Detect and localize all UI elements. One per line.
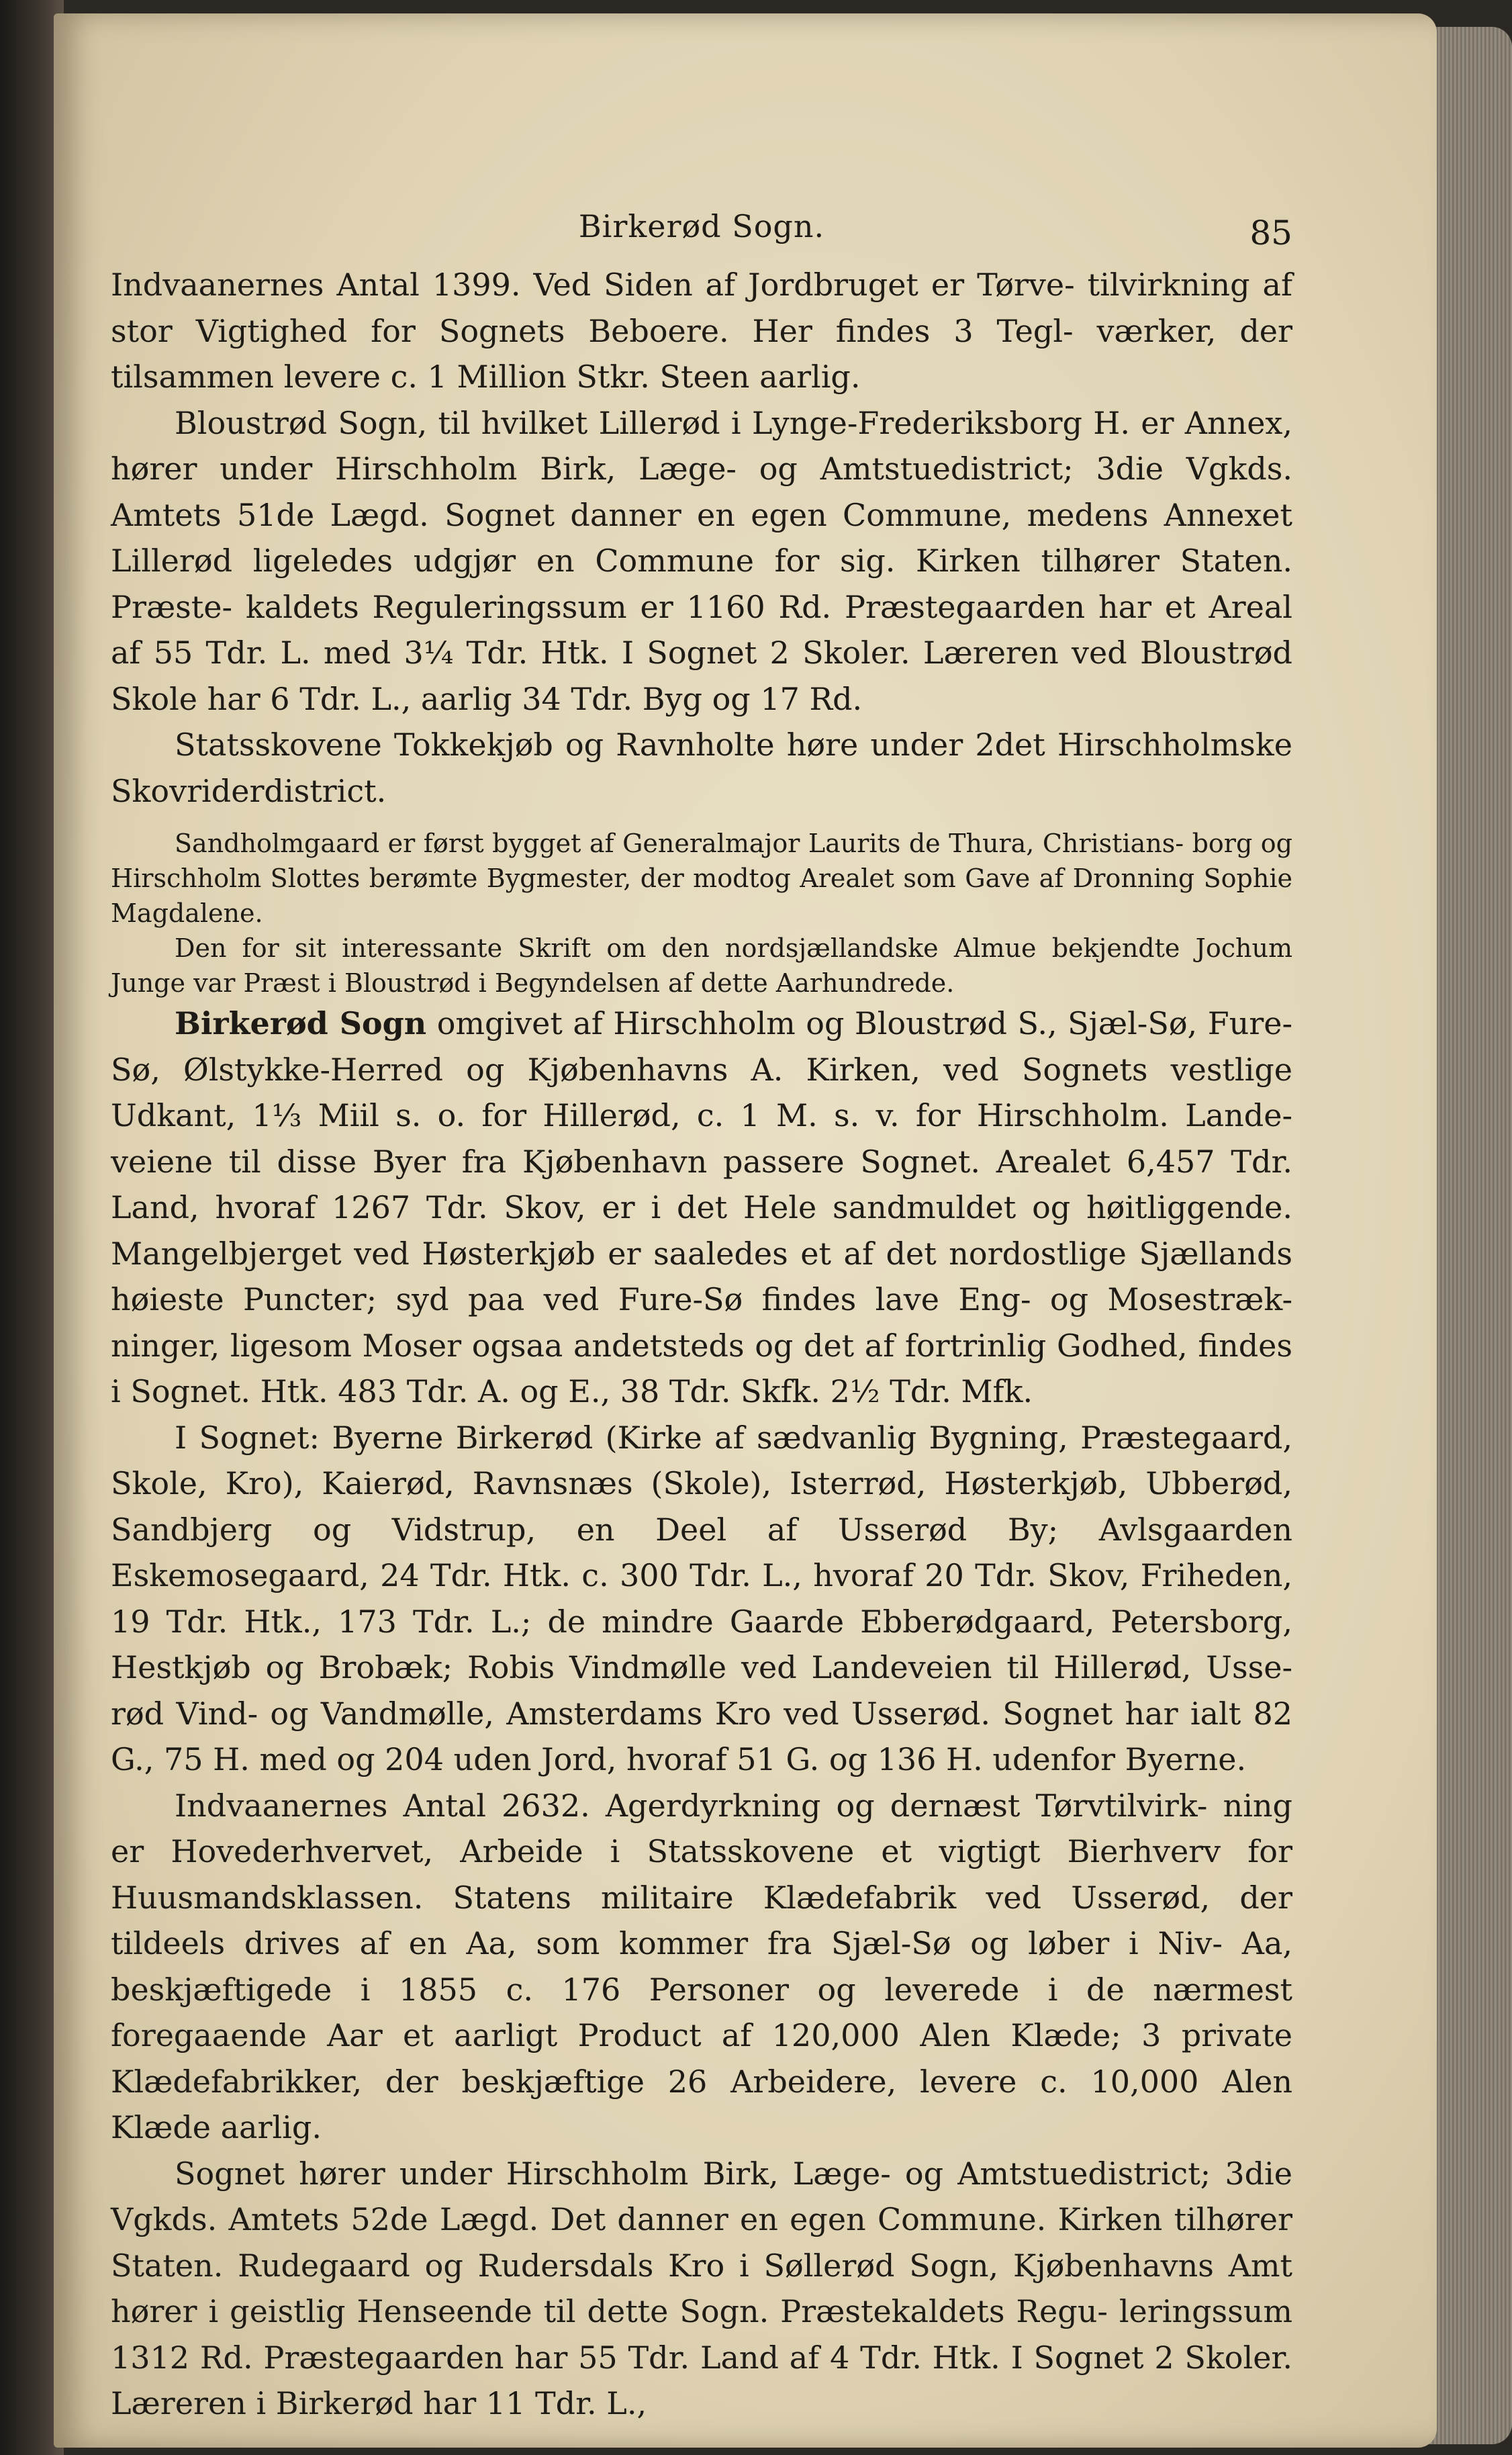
page-number: 85 [1249,214,1292,252]
text-line: kaldets Reguleringssum er 1160 Rd. Præstegaarden har et Areal af [111,588,1292,671]
running-head [111,201,1292,262]
text-line: veiene til disse Byer fra Kjøbenhavn passere Sognet. Arealet 6,457 Tdr. [111,1143,1292,1180]
text-line: Statsskovene Tokkekjøb og Ravnholte høre under 2det Hirschholmske [175,727,1292,763]
text-line: Præstegaard, Skole, Kro), Kaierød, Ravnsnæs (Skole), Isterrød, [111,1419,1292,1501]
page-content [111,201,1292,2427]
text-line: Vgkds. Amtets 52de Lægd. Det danner en egen Commune. Kirken tilhører [111,2201,1292,2237]
text-line: Klæde aarlig. [111,2109,322,2145]
text-line: hører under Hirschholm Birk, Læge- og Amtstuedistrict; 3die Vgkds. Amtets [111,451,1292,533]
section-heading-lead: Birkerød Sogn [175,1005,427,1041]
text-line: Sandholmgaard er først bygget af Generalmajor Laurits de Thura, Christians- [175,829,1184,858]
text-line: Skovriderdistrict. [111,772,387,809]
text-line: ning er Hovederhvervet, Arbeide i Statsskovene et vigtigt Bierhverv [111,1787,1292,1869]
text-line: Aa, beskjæftigede i 1855 c. 176 Personer og leverede i de nærmest [111,1925,1293,2008]
text-line: Usserød By; Avlsgaarden Eskemosegaard, 24 Tdr. Htk. c. 300 [111,1511,1293,1593]
text-line: Staten. Rudegaard og Rudersdals Kro i Søllerød Sogn, Kjøbenhavns [111,2247,1214,2284]
text-line: Udkant, 1⅓ Miil s. o. for Hillerød, c. 1 M. s. v. for Hirschholm. Lande- [111,1097,1292,1133]
text-line: 136 H. udenfor Byerne. [877,1741,1247,1777]
text-line: Bloustrød Sogn, til hvilket Lillerød i Lynge-Frederiksborg H. er Annex, [175,404,1292,441]
text-line: værker, der tilsammen levere c. 1 Million Stkr. Steen aarlig. [111,312,1293,395]
text-line: Klædefabrikker, der beskjæftige 26 Arbeidere, levere c. 10,000 Alen [111,2063,1292,2100]
footnote-paragraph [111,931,1292,1001]
body-paragraph [111,400,1292,723]
text-line: L.; de mindre Gaarde Ebberødgaard, Petersborg, Hestkjøb [111,1603,1292,1685]
body-text [111,262,1292,2427]
text-line: Fure-Sø, Ølstykke-Herred og Kjøbenhavns A. Kirken, ved Sognets vestlige [111,1005,1292,1088]
text-line: 51de Lægd. Sognet danner en egen Commune, medens Annexet Lillerød [111,496,1293,579]
text-line: Amt hører i geistlig Henseende til dette Sogn. Præstekaldets Regu- [111,2247,1293,2329]
text-line: 55 Tdr. L. med 3¼ Tdr. Htk. I Sognet 2 Skoler. Læreren ved [153,635,1127,671]
body-paragraph [111,2151,1292,2427]
text-line: Tdr. L., hvoraf 20 Tdr. Skov, Friheden, 19 Tdr. Htk., 173 Tdr. [111,1557,1293,1640]
footnote-paragraph [111,826,1292,931]
body-paragraph [111,1415,1292,1783]
text-line: af Dronning Sophie Magdalene. [111,864,1292,928]
text-line: Sognet hører under Hirschholm Birk, Læge- og Amtstuedistrict; 3die [175,2155,1292,2192]
text-line: Høsterkjøb, Ubberød, Sandbjerg og Vidstrup, en Deel af [111,1465,1292,1548]
text-line: borg og Hirschholm Slottes berømte Bygmester, der modtog Arealet som Gave [111,829,1292,893]
text-line: tilvirkning af stor Vigtighed for Sognets Beboere. Her findes 3 Tegl- [111,267,1292,349]
text-line: foregaaende Aar et aarligt Product af 120,000 Alen Klæde; 3 private [111,2017,1292,2053]
text-line: Mangelbjerget ved Høsterkjøb er saaledes et af det nordostlige Sjællands [111,1235,1292,1272]
body-paragraph [111,1001,1292,1415]
text-line: I Sognet: Byerne Birkerød (Kirke af sædvanlig Bygning, [175,1419,1068,1456]
text-line: og Brobæk; Robis Vindmølle ved Landeveien til Hillerød, Usse- [265,1649,1293,1685]
page-stack-edge [1425,27,1512,2444]
text-line: Junge var Præst i Bloustrød i Begyndelsen af dette Aarhundrede. [111,968,955,998]
text-line: findes i Sognet. Htk. 483 Tdr. A. og E., 38 Tdr. Skfk. 2½ Tdr. Mfk. [111,1327,1292,1409]
body-paragraph [111,262,1292,400]
text-line: Htk. I Sognet 2 Skoler. Læreren i Birkerød har 11 Tdr. L., [111,2339,1292,2421]
text-line: høieste Puncter; syd paa ved Fure-Sø findes lave Eng- og Mosestræk- [111,1281,1292,1317]
text-line: ligeledes udgjør en Commune for sig. Kirken tilhører Staten. Præste- [111,543,1292,625]
running-title: Birkerød Sogn. [578,208,825,244]
text-line: for Huusmandsklassen. Statens militaire Klædefabrik ved Usserød, [111,1833,1292,1916]
text-line: ninger, ligesom Moser ogsaa andetsteds og det af fortrinlig Godhed, [111,1327,1188,1364]
text-line: Den for sit interessante Skrift om den nordsjællandske Almue bekjendte Jochum [175,933,1292,963]
text-line: Indvaanernes Antal 2632. Agerdyrkning og dernæst Tørvtilvirk- [175,1787,1208,1824]
body-paragraph [111,1783,1292,2151]
text-line: omgivet af Hirschholm og Bloustrød S., Sjæl-Sø, [426,1005,1198,1041]
body-paragraph [111,722,1292,814]
text-line: leringssum 1312 Rd. Præstegaarden har 55 Tdr. Land af 4 Tdr. [111,2293,1292,2376]
text-line: Bloustrød Skole har 6 Tdr. L., aarlig 34 Tdr. Byg og 17 Rd. [111,635,1292,717]
text-line: har ialt 82 G., 75 H. med og 204 uden Jord, hvoraf 51 G. og [111,1695,1293,1777]
text-line: Indvaanernes Antal 1399. Ved Siden af Jordbruget er Tørve- [111,267,1075,303]
text-line: rød Vind- og Vandmølle, Amsterdams Kro ved Usserød. Sognet [111,1695,1113,1732]
text-line: Land, hvoraf 1267 Tdr. Skov, er i det Hele sandmuldet og høitliggende. [111,1189,1292,1225]
text-line: der tildeels drives af en Aa, som kommer fra Sjæl-Sø og løber i Niv- [111,1879,1292,1961]
